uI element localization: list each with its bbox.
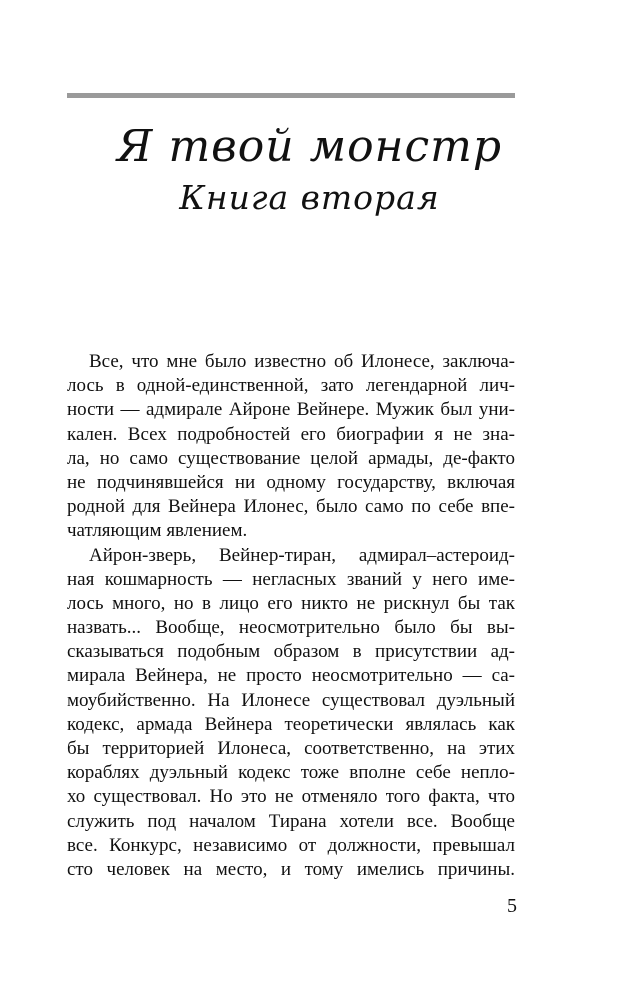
text-line: ла, но само существование целой армады, де-факто	[67, 447, 515, 469]
book-title: Я твой монстр	[116, 121, 503, 172]
text-line: сто человек на место, и тому имелись причины.	[67, 858, 515, 880]
text-line: мирала Вейнера, не просто неосмотрительно — са-	[67, 665, 515, 687]
text-line: назвать... Вообще, неосмотрительно было бы вы-	[67, 617, 515, 639]
paragraph-1	[67, 350, 515, 544]
text-line: лось много, но в лицо его никто не рискнул бы так	[67, 592, 515, 614]
text-line: Айрон-зверь, Вейнер-тиран, адмирал–астероид-	[89, 544, 515, 566]
text-line: не подчинявшейся ни одному государству, включая	[67, 471, 515, 493]
text-line: родной для Вейнера Илонес, было само по себе впе-	[67, 496, 515, 518]
body-text	[67, 350, 515, 882]
header-rule	[67, 93, 515, 98]
text-line: кораблях дуэльный кодекс тоже вполне себе непло-	[67, 762, 515, 784]
book-subtitle: Книга вторая	[179, 178, 440, 217]
text-line: моубийственно. На Илонесе существовал дуэльный	[67, 689, 515, 711]
text-line: ности — адмирале Айроне Вейнере. Мужик был уни-	[67, 399, 515, 421]
text-line: кодекс, армада Вейнера теоретически являлась как	[67, 713, 515, 735]
page-number: 5	[507, 895, 517, 917]
text-line: все. Конкурс, независимо от должности, превышал	[67, 834, 515, 856]
text-line: кален. Всех подробностей его биографии я не зна-	[67, 423, 515, 445]
text-line: чатляющим явлением.	[67, 520, 248, 542]
text-line: хо существовал. Но это не отменяло того факта, что	[67, 786, 515, 808]
text-line: бы территорией Илонеса, соответственно, на этих	[67, 738, 515, 759]
text-line: служить под началом Тирана хотели все. Вообще	[67, 810, 515, 832]
paragraph-2	[67, 544, 515, 883]
text-line: лось в одной-единственной, зато легендарной лич-	[67, 375, 515, 397]
text-line: Все, что мне было известно об Илонесе, заключа-	[89, 351, 515, 372]
text-line: сказываться подобным образом в присутствии ад-	[67, 641, 515, 663]
text-line: ная кошмарность — негласных званий у него име-	[67, 568, 515, 590]
